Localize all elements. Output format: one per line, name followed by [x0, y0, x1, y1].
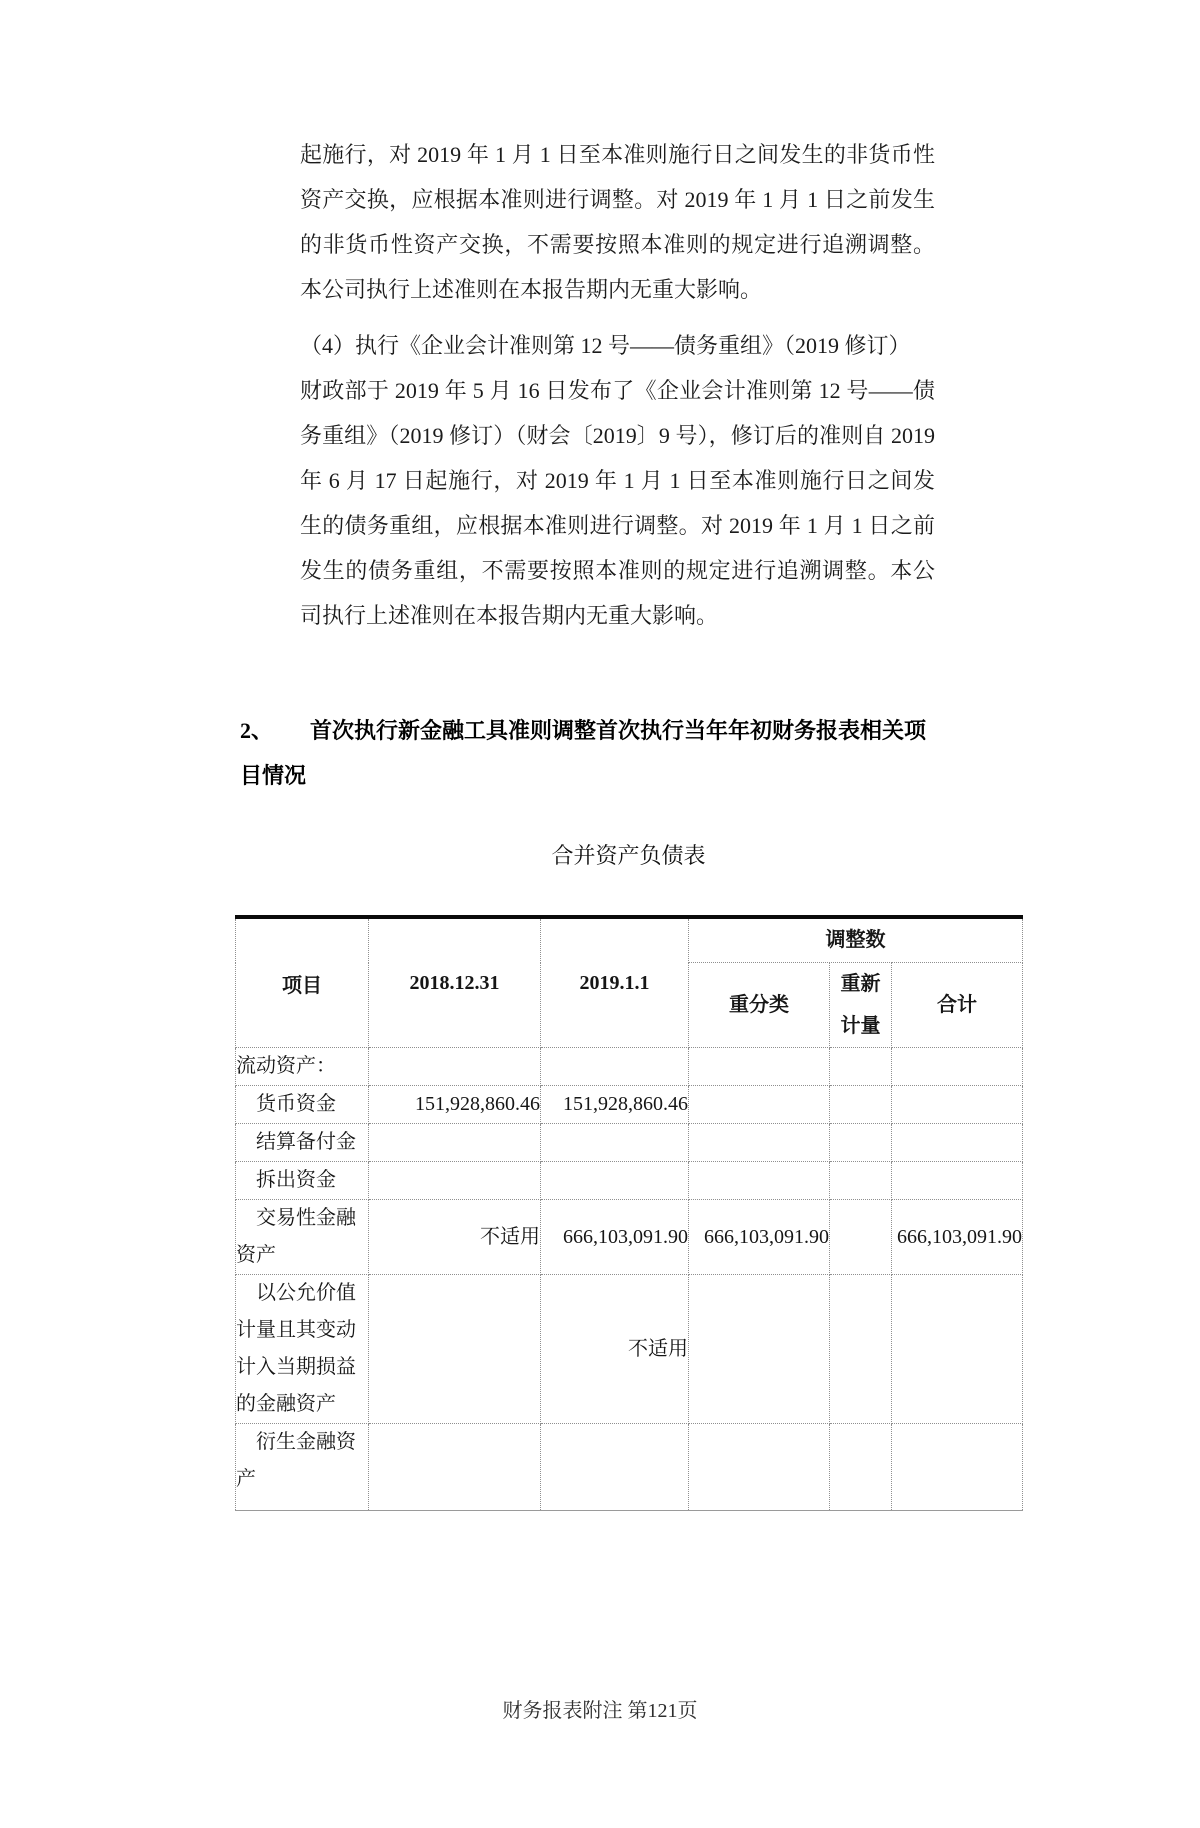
page-footer: 财务报表附注 第121页 [502, 1700, 698, 1722]
paragraph-accounting-standard-3: 起施行，对 2019 年 1 月 1 日至本准则施行日之间发生的非货币性资产交换，应根据本准则进行调整。对 2019 年 1 月 1 日之前发生的非货币性资产交换，不需要按照本准则的规定进行追溯调整。本公司执行上述准则在本报告期内无重大影响。 [300, 142, 935, 302]
cell-remeasure [830, 1124, 892, 1162]
cell-reclass [689, 1275, 830, 1424]
cell-remeasure [830, 1200, 892, 1275]
header-remeasurement: 重新计量 [830, 963, 892, 1048]
cell-2018: 151,928,860.46 [369, 1086, 541, 1124]
table-row [236, 1048, 1023, 1086]
balance-sheet-area [235, 833, 1022, 1511]
table-title: 合并资产负债表 [551, 843, 706, 868]
header-reclassification: 重分类 [689, 963, 830, 1048]
header-item: 项目 [236, 917, 369, 1048]
header-2018-12-31: 2018.12.31 [369, 917, 541, 1048]
table-row [236, 1424, 1023, 1511]
cell-2018 [369, 1275, 541, 1424]
cell-2019 [541, 1424, 689, 1511]
row-label: 货币资金 [236, 1086, 369, 1124]
cell-2018 [369, 1424, 541, 1511]
table-row [236, 1124, 1023, 1162]
header-2019-1-1: 2019.1.1 [541, 917, 689, 1048]
cell-2018 [369, 1048, 541, 1086]
row-label: 结算备付金 [236, 1124, 369, 1162]
cell-remeasure [830, 1048, 892, 1086]
consolidated-balance-sheet-table [235, 915, 1023, 1511]
cell-2019: 151,928,860.46 [541, 1086, 689, 1124]
cell-total [892, 1124, 1023, 1162]
cell-2019 [541, 1162, 689, 1200]
cell-remeasure [830, 1275, 892, 1424]
cell-2019 [541, 1048, 689, 1086]
header-adjustments-group: 调整数 [689, 917, 1023, 963]
page-content [236, 132, 1023, 1511]
cell-reclass [689, 1086, 830, 1124]
cell-2018: 不适用 [369, 1200, 541, 1275]
cell-reclass [689, 1424, 830, 1511]
table-row [236, 1275, 1023, 1424]
table-row [236, 1200, 1023, 1275]
section-2-number: 2、 [240, 718, 274, 743]
item4-heading: （4）执行《企业会计准则第 12 号——债务重组》（2019 修订） [300, 333, 911, 358]
row-label: 拆出资金 [236, 1162, 369, 1200]
cell-total: 666,103,091.90 [892, 1200, 1023, 1275]
section-2-title: 首次执行新金融工具准则调整首次执行当年年初财务报表相关项目情况 [240, 718, 927, 788]
cell-2019: 666,103,091.90 [541, 1200, 689, 1275]
paragraph-accounting-standard-12: 财政部于 2019 年 5 月 16 日发布了《企业会计准则第 12 号——债务重组》（2019 修订）（财会〔2019〕9 号），修订后的准则自 2019 年 6 月 17 日起施行，对 2019 年 1 月 1 日至本准则施行日之间发生的债务重组，应根据本准则进行调整。对 2019 年 1 月 1 日之前发生的债务重组，不需要按照本准则的规定进行追溯调整。本公司执行上述准则在本报告期内无重大影响。 [300, 378, 935, 628]
cell-2018 [369, 1124, 541, 1162]
cell-reclass [689, 1048, 830, 1086]
cell-remeasure [830, 1086, 892, 1124]
cell-reclass: 666,103,091.90 [689, 1200, 830, 1275]
row-label: 以公允价值计量且其变动计入当期损益的金融资产 [236, 1275, 369, 1424]
cell-total [892, 1424, 1023, 1511]
cell-2019 [541, 1124, 689, 1162]
table-row [236, 1086, 1023, 1124]
cell-remeasure [830, 1424, 892, 1511]
cell-reclass [689, 1162, 830, 1200]
cell-total [892, 1086, 1023, 1124]
row-label: 衍生金融资产 [236, 1424, 369, 1511]
cell-remeasure [830, 1162, 892, 1200]
cell-total [892, 1275, 1023, 1424]
table-header-row-1 [236, 917, 1023, 963]
row-label: 流动资产： [236, 1048, 369, 1086]
cell-total [892, 1162, 1023, 1200]
cell-total [892, 1048, 1023, 1086]
table-row [236, 1162, 1023, 1200]
section-2-heading [240, 708, 940, 798]
header-total: 合计 [892, 963, 1023, 1048]
cell-reclass [689, 1124, 830, 1162]
cell-2018 [369, 1162, 541, 1200]
row-label: 交易性金融资产 [236, 1200, 369, 1275]
cell-2019: 不适用 [541, 1275, 689, 1424]
